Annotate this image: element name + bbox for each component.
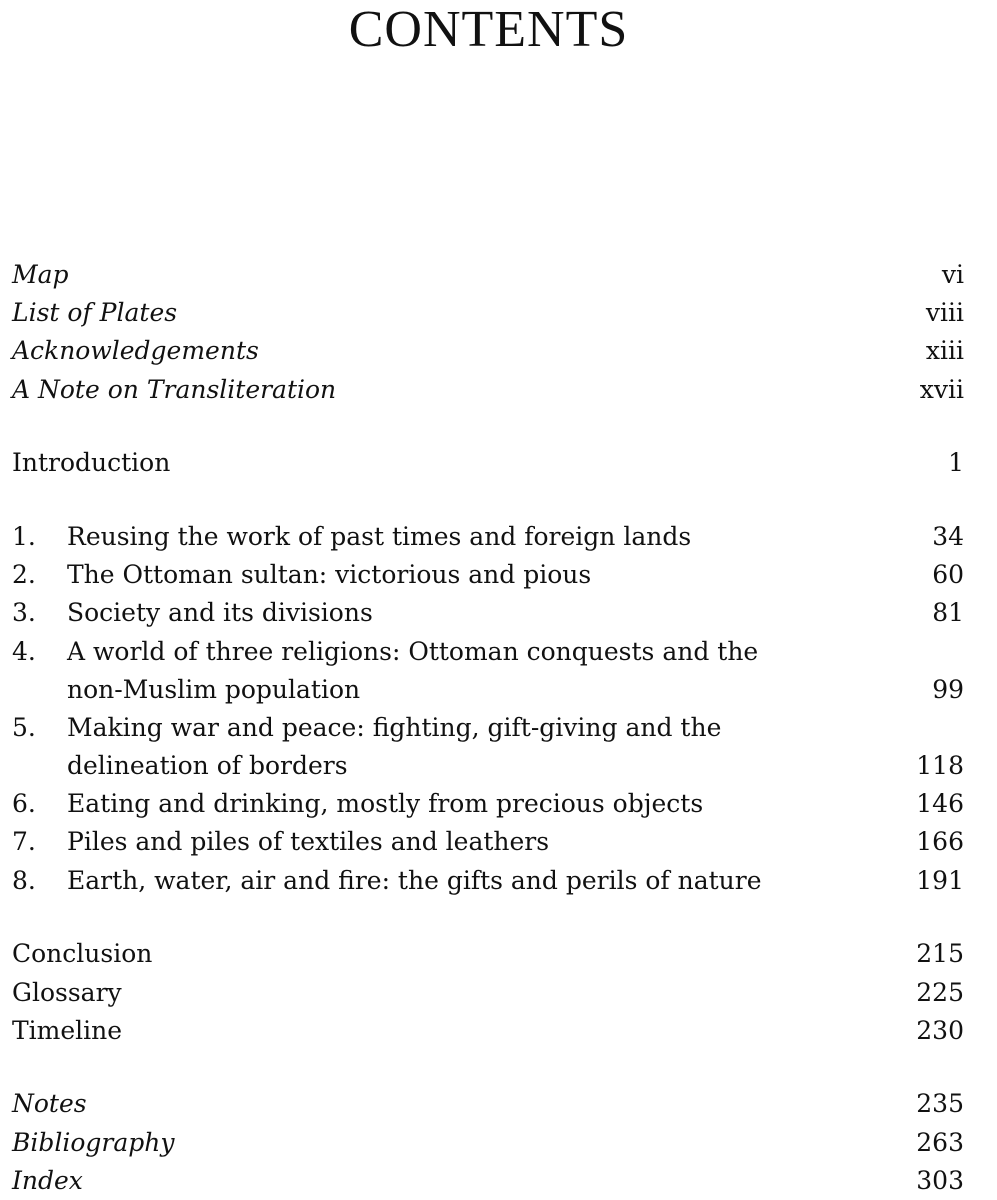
toc-entry-title: Notes bbox=[12, 1089, 87, 1119]
toc-entry-page: xiii bbox=[925, 336, 964, 366]
section-spacer bbox=[12, 409, 964, 445]
toc-entry-page: xvii bbox=[919, 374, 964, 404]
chapter-title: Society and its divisions bbox=[67, 598, 373, 628]
chapter-title: The Ottoman sultan: victorious and pious bbox=[67, 560, 592, 590]
toc-entry-bibliography[interactable] bbox=[12, 1124, 964, 1162]
section-spacer bbox=[12, 900, 964, 936]
chapter-number: 6. bbox=[12, 789, 36, 819]
toc-chapter-3[interactable] bbox=[12, 594, 964, 632]
chapter-title: Eating and drinking, mostly from precious objects bbox=[67, 789, 704, 819]
toc-chapter-5[interactable] bbox=[12, 709, 964, 785]
toc-entry-title: Glossary bbox=[12, 977, 122, 1007]
toc-entry-page: 146 bbox=[916, 789, 964, 819]
toc-entry-notes[interactable] bbox=[12, 1085, 964, 1123]
toc-entry-page: 235 bbox=[916, 1089, 964, 1119]
toc-entry-title: Bibliography bbox=[12, 1127, 175, 1157]
toc-entry-page: 215 bbox=[916, 939, 964, 969]
toc-entry-page: 60 bbox=[932, 560, 964, 590]
chapter-title: A world of three religions: Ottoman conquests and the non-Muslim population bbox=[67, 636, 759, 704]
toc-entry-title: Map bbox=[12, 259, 69, 289]
toc-entry-title: A Note on Transliteration bbox=[12, 374, 337, 404]
toc-entry-title: List of Plates bbox=[12, 298, 178, 328]
chapter-title: Making war and peace: fighting, gift-giving and the delineation of borders bbox=[67, 712, 722, 781]
toc-entry-title: Timeline bbox=[12, 1015, 123, 1045]
chapter-number: 3. bbox=[12, 598, 36, 628]
toc-entry-map[interactable] bbox=[12, 256, 964, 294]
toc-entry-title: Acknowledgements bbox=[12, 336, 259, 366]
toc-entry-note-on-transliteration[interactable] bbox=[12, 371, 964, 409]
section-spacer bbox=[12, 482, 964, 518]
toc-entry-page: 1 bbox=[948, 448, 964, 478]
toc-entry-page: 191 bbox=[916, 865, 964, 895]
toc-entry-acknowledgements[interactable] bbox=[12, 332, 964, 370]
toc-entry-page: 81 bbox=[932, 598, 964, 628]
chapter-title: Reusing the work of past times and foreign lands bbox=[67, 521, 692, 551]
toc-entry-index[interactable] bbox=[12, 1162, 964, 1200]
toc-chapter-2[interactable] bbox=[12, 556, 964, 594]
toc-entry-page: 166 bbox=[916, 827, 964, 857]
toc-chapter-4[interactable] bbox=[12, 633, 964, 709]
toc-entry-conclusion[interactable] bbox=[12, 935, 964, 973]
chapter-number: 5. bbox=[12, 712, 36, 742]
toc-entry-page: 263 bbox=[916, 1127, 964, 1157]
toc-chapter-6[interactable] bbox=[12, 785, 964, 823]
toc-entry-list-of-plates[interactable] bbox=[12, 294, 964, 332]
toc-entry-introduction[interactable] bbox=[12, 444, 964, 482]
toc-entry-page: 34 bbox=[932, 521, 964, 551]
toc-chapter-7[interactable] bbox=[12, 823, 964, 861]
chapter-number: 2. bbox=[12, 560, 36, 590]
chapter-number: 4. bbox=[12, 636, 36, 666]
chapter-number: 8. bbox=[12, 865, 36, 895]
chapter-title: Earth, water, air and fire: the gifts and perils of nature bbox=[67, 865, 762, 895]
toc-entry-title: Conclusion bbox=[12, 939, 153, 969]
toc-entry-timeline[interactable] bbox=[12, 1012, 964, 1050]
toc-chapter-1[interactable] bbox=[12, 518, 964, 556]
toc-chapter-8[interactable] bbox=[12, 862, 964, 900]
table-of-contents bbox=[12, 256, 964, 1200]
chapter-number: 7. bbox=[12, 827, 36, 857]
page-title: CONTENTS bbox=[348, 1, 629, 58]
toc-entry-page: vi bbox=[941, 259, 964, 289]
toc-entry-title: Introduction bbox=[12, 448, 171, 478]
toc-entry-page: viii bbox=[925, 298, 964, 328]
toc-entry-glossary[interactable] bbox=[12, 974, 964, 1012]
toc-entry-page: 99 bbox=[932, 674, 964, 704]
toc-entry-page: 303 bbox=[916, 1165, 964, 1195]
chapter-title: Piles and piles of textiles and leathers bbox=[67, 827, 550, 857]
toc-entry-page: 118 bbox=[916, 751, 964, 781]
toc-entry-page: 230 bbox=[916, 1015, 964, 1045]
toc-entry-title: Index bbox=[12, 1165, 83, 1195]
chapter-number: 1. bbox=[12, 521, 36, 551]
toc-entry-page: 225 bbox=[916, 977, 964, 1007]
section-spacer bbox=[12, 1050, 964, 1086]
